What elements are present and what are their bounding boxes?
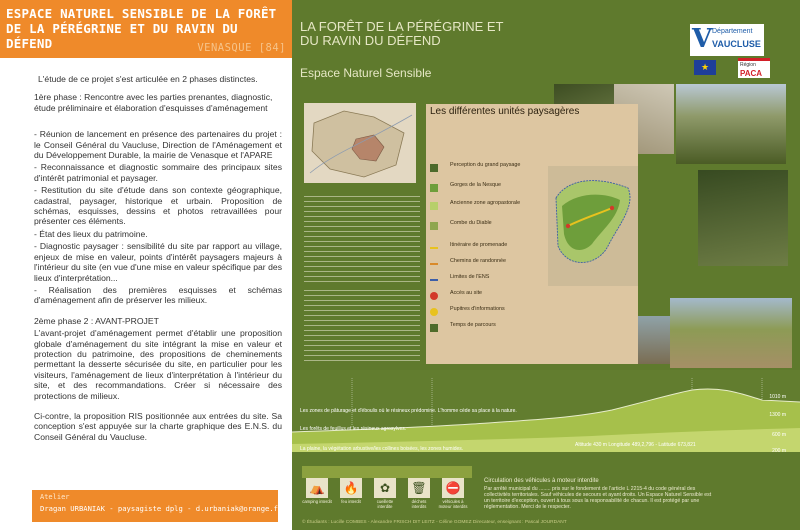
legend-label: Accès au site — [450, 290, 483, 296]
logo-paca-text: PACA — [740, 69, 763, 78]
title-banner — [0, 0, 292, 58]
legend-label: Pupitres d'informations — [450, 306, 505, 312]
icon-caption: feu interdit — [341, 499, 361, 504]
legend-item — [430, 306, 548, 318]
vehicle-icon: ⛔ — [442, 478, 464, 498]
phase2-heading: 2ème phase 2 : AVANT-PROJET — [34, 315, 159, 326]
coordinates-readout: Altitude 430 m Longitude 489,2,796 - Latitude 673,821 — [575, 442, 696, 448]
regulation-item — [302, 478, 332, 514]
logo-vaucluse-text: VAUCLUSE — [712, 39, 761, 49]
poster-text-column — [304, 196, 420, 364]
regulation-item — [404, 478, 434, 514]
legend-swatch — [430, 184, 438, 192]
logo-departement-text: Département — [712, 28, 753, 35]
legend-item — [430, 290, 548, 302]
icon-caption: véhicules à moteur interdits — [438, 499, 468, 509]
regulation-item — [438, 478, 468, 514]
author-footer — [32, 490, 283, 522]
band-caption: La plaine, la végétation arbustive/les collines boisées, les zones humides. — [300, 446, 464, 452]
landscape-units-map — [548, 166, 638, 286]
notice-header-bar — [302, 466, 472, 478]
regulation-icons — [302, 478, 472, 514]
icon-caption: déchets interdits — [411, 499, 427, 509]
picking-icon: ✿ — [374, 478, 396, 498]
elevation-label: 1300 m — [769, 412, 786, 418]
phase1-item: - Reconnaissance et diagnostic sommaire des principaux sites d'intérêt patrimonial et paysager. — [34, 162, 282, 183]
band-caption: Les zones de pâturage et d'éboulis où le résineux prédomine. L'homme cède sa place à la nature. — [300, 408, 517, 414]
vaucluse-v-mark: V — [692, 24, 713, 54]
intro-text: L'étude de ce projet s'est articulée en 2 phases distinctes. — [38, 74, 258, 84]
legend-label: Limites de l'ENS — [450, 274, 490, 280]
legend-swatch — [430, 279, 438, 281]
poster-title — [300, 20, 504, 48]
legend-swatch — [430, 222, 438, 230]
phase1-item: - Diagnostic paysager : sensibilité du site par rapport au village, enjeux de mise en valeur, points d'intérêt paysagers majeurs à l'intérieur du site (en vue d'une mise en valeur spécifique par des lieux d'interprétation... — [34, 241, 282, 283]
legend-swatch — [430, 308, 438, 316]
phase1-item: - Réalisation des premières esquisses et schémas d'aménagement afin de préserver les milieux. — [34, 284, 282, 306]
legend-label: Temps de parcours — [450, 322, 496, 328]
poster-subtitle: Espace Naturel Sensible — [300, 66, 432, 80]
logo-region-text: Région — [740, 62, 756, 68]
legend-label: Chemins de randonnée — [450, 258, 507, 264]
legend-item — [430, 200, 548, 212]
legend-item — [430, 274, 548, 286]
elevation-label: 200 m — [772, 448, 786, 454]
legend-label: Ancienne zone agropastorale — [450, 200, 521, 206]
legend-item — [430, 242, 548, 254]
departement-vaucluse-logo — [690, 24, 764, 56]
legend-item — [430, 322, 548, 334]
atelier-mark: Atelier — [40, 493, 70, 501]
elevation-label: 1010 m — [769, 394, 786, 400]
legend-title: Les différentes unités paysagères — [430, 106, 580, 117]
legend-swatch — [430, 164, 438, 172]
icon-caption: cueillette interdite — [376, 499, 394, 509]
phase2-text: L'avant-projet d'aménagement permet d'établir une proposition globale d'aménagement du site intégrant la mise en valeur et protection du patrimoine, des propositions de cheminements permettant la desserte sécurisée du site, en particulier pour les visiteurs, l'aménagement de lieux d'interprétation à l'intérieur du site, et des recommandations. Créer si nécessaire des protections de milieux. — [34, 328, 282, 401]
camping-icon: ⛺ — [306, 478, 328, 498]
legend-label: Itinéraire de promenade — [450, 242, 508, 248]
phase1-item: - Réunion de lancement en présence des partenaires du projet : le Conseil Général du Vaucluse, Direction de l'Aménagement et du Développement Durable, la mairie de Venasque et l'APARE — [34, 129, 282, 161]
location-subtitle: VENASQUE [84] — [197, 42, 286, 54]
left-description-panel — [0, 0, 292, 530]
band-caption: Les forêts de feuillus et les résineux agrosylves. — [300, 426, 407, 432]
legend-item — [430, 220, 548, 232]
eu-flag-icon: ★ — [694, 60, 716, 75]
legend-item — [430, 162, 548, 174]
notice-body: Par arrêté municipal du ........ pris sur le fondement de l'article L 2215-4 du code général des collectivités territoriales. Sauf véhicules de secours et ayant droits. Un Espace Naturel Sensible est un territoire d'exception, ouvert à tous sous la responsabilité de chacun. Il est protégé par une réglementation. Merci de le respecter. — [484, 486, 712, 510]
elevation-label: 600 m — [772, 432, 786, 438]
author-contact: Dragan URBANIAK - paysagiste dplg - d.urbaniak@orange.fr — [40, 504, 283, 513]
oak-forest-photo — [698, 170, 788, 266]
description-body — [34, 74, 282, 450]
ens-information-poster — [292, 0, 800, 530]
icon-caption: camping interdit — [302, 499, 332, 504]
page-title: ESPACE NATUREL SENSIBLE DE LA FORÊT DE LA PÉRÉGRINE ET DU RAVIN DU DÉFEND — [6, 6, 277, 51]
fire-icon: 🔥 — [340, 478, 362, 498]
legend-swatch — [430, 263, 438, 265]
region-paca-logo — [738, 58, 770, 78]
poster-title-line2: DU RAVIN DU DÉFEND — [300, 33, 441, 48]
legend-panel — [426, 104, 638, 364]
dirt-road-photo — [670, 298, 792, 368]
regulation-item — [370, 478, 400, 514]
poster-title-line1: LA FORÊT DE LA PÉRÉGRINE ET — [300, 19, 504, 34]
closing-text: Ci-contre, la proposition RIS positionnée aux entrées du site. Sa conception s'est appuyée sur la charte graphique des E.N.S. du Conseil Général du Vaucluse. — [34, 410, 282, 442]
locator-map-drawing — [304, 103, 416, 183]
valley-photo — [676, 84, 786, 164]
poster-paragraph-block — [304, 196, 420, 282]
legend-label: Perception du grand paysage — [450, 162, 521, 168]
legend-label: Combe du Diable — [450, 220, 492, 226]
legend-swatch — [430, 202, 438, 210]
legend-swatch — [430, 324, 438, 332]
units-map-drawing — [548, 166, 638, 286]
legend-label: Gorges de la Nesque — [450, 182, 501, 188]
legend-item — [430, 182, 548, 194]
notice-header: Circulation des véhicules à moteur interdite — [484, 478, 599, 484]
locator-map — [304, 103, 416, 183]
legend-swatch — [430, 247, 438, 249]
legend-swatch — [430, 292, 438, 300]
waste-icon: 🗑 — [408, 478, 430, 498]
regulation-item — [336, 478, 366, 514]
notice-text — [484, 478, 714, 510]
phase1-item: - État des lieux du patrimoine. — [34, 228, 148, 239]
phase1-item: - Restitution du site d'étude dans son contexte géographique, cadastral, paysager, historique et urbain. Proposition de schémas, esquisses, dessins et photos retravaillées pour présenter ces éléments. — [34, 185, 282, 227]
phase1-heading: 1ère phase : Rencontre avec les parties prenantes, diagnostic, étude préliminaire et élaboration d'esquisses d'aménagement — [34, 92, 273, 113]
credits-line: © Étudiants : Lucille COMBES - Alexandre FRISCH DIT LEITZ - Céline GOMEZ Direcateur, enseignant : Pascal JOURDANT — [302, 520, 567, 525]
elevation-profile — [292, 370, 800, 452]
legend-item — [430, 258, 548, 270]
poster-paragraph-block — [304, 290, 420, 364]
